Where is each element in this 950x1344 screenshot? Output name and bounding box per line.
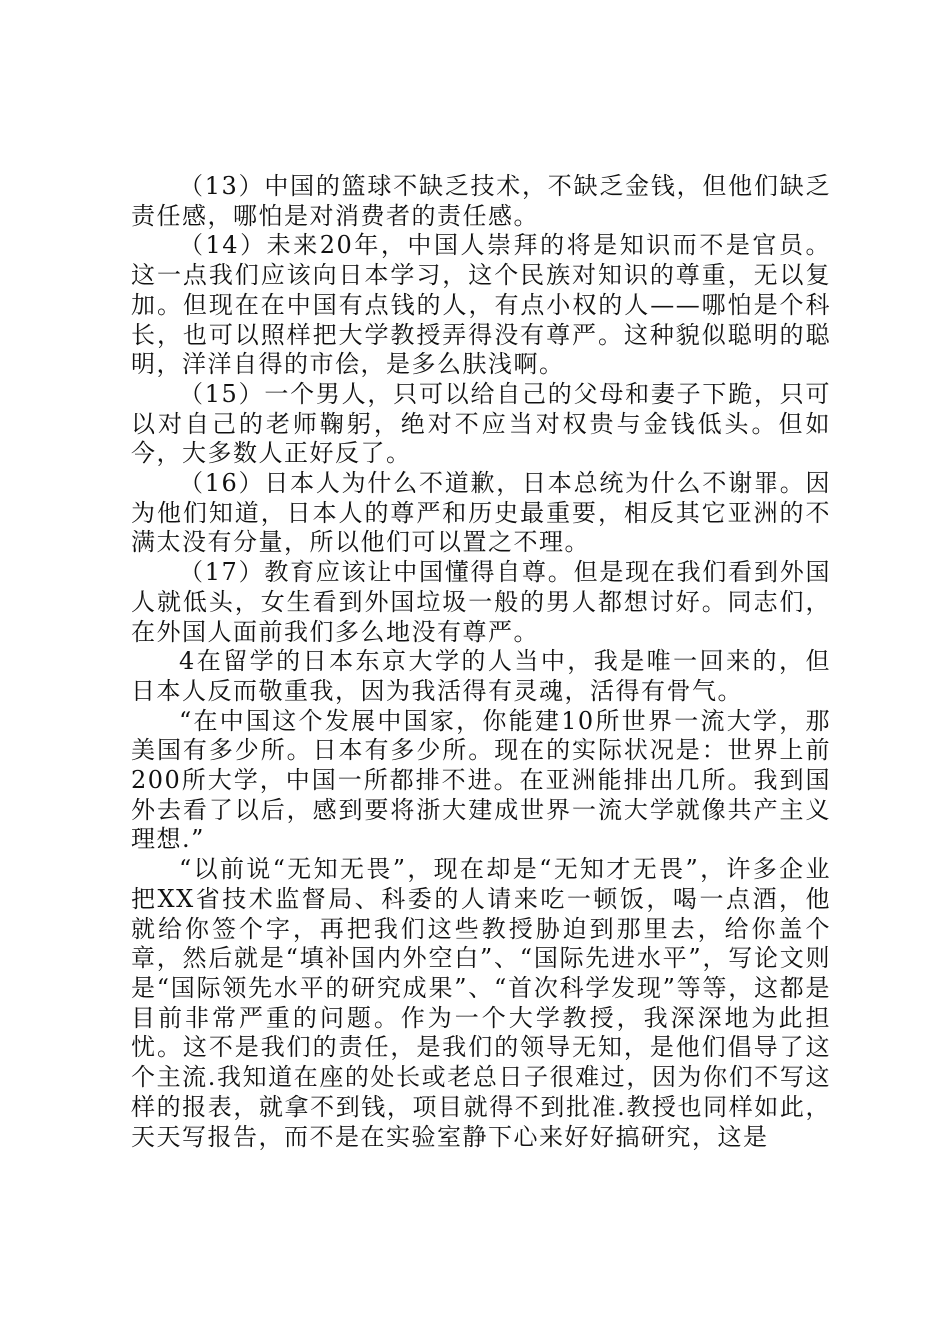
paragraph-17: （17）教育应该让中国懂得自尊。但是现在我们看到外国人就低头，女生看到外国垃圾一般的男人都想讨好。同志们，在外国人面前我们多么地没有尊严。 — [131, 558, 831, 646]
paragraph-ignorance-fearless: “以前说“无知无畏”，现在却是“无知才无畏”，许多企业把XX省技术监督局、科委的人请来吃一顿饭，喝一点酒，他就给你签个字，再把我们这些教授胁迫到那里去，给你盖个章，然后就是“填补国内外空白”、“国际先进水平”，写论文则是“国际领先水平的研究成果”、“首次科学发现”等等，这都是目前非常严重的问题。作为一个大学教授，我深深地为此担忧。这不是我们的责任，是我们的领导无知，是他们倡导了这个主流.我知道在座的处长或老总日子很难过，因为你们不写这样的报表，就拿不到钱，项目就得不到批准.教授也同样如此，天天写报告，而不是在实验室静下心来好好搞研究，这是 — [131, 855, 831, 1151]
document-body — [131, 172, 831, 1152]
paragraph-tokyo-university: 4在留学的日本东京大学的人当中，我是唯一回来的，但日本人反而敬重我，因为我活得有灵魂，活得有骨气。 — [131, 647, 831, 705]
paragraph-13: （13）中国的篮球不缺乏技术，不缺乏金钱，但他们缺乏责任感，哪怕是对消费者的责任感。 — [131, 172, 831, 230]
paragraph-14: （14）未来20年，中国人崇拜的将是知识而不是官员。这一点我们应该向日本学习，这个民族对知识的尊重，无以复加。但现在在中国有点钱的人，有点小权的人——哪怕是个科长，也可以照样把大学教授弄得没有尊严。这种貌似聪明的聪明，洋洋自得的市侩，是多么肤浅啊。 — [131, 231, 831, 379]
paragraph-15: （15）一个男人，只可以给自己的父母和妻子下跪，只可以对自己的老师鞠躬，绝对不应当对权贵与金钱低头。但如今，大多数人正好反了。 — [131, 379, 831, 468]
paragraph-16: （16）日本人为什么不道歉，日本总统为什么不谢罪。因为他们知道，日本人的尊严和历史最重要，相反其它亚洲的不满太没有分量，所以他们可以置之不理。 — [131, 469, 831, 557]
paragraph-world-class-university: “在中国这个发展中国家，你能建10所世界一流大学，那美国有多少所。日本有多少所。现在的实际状况是：世界上前200所大学，中国一所都排不进。在亚洲能排出几所。我到国外去看了以后，感到要将浙大建成世界一流大学就像共产主义理想.” — [131, 706, 831, 854]
